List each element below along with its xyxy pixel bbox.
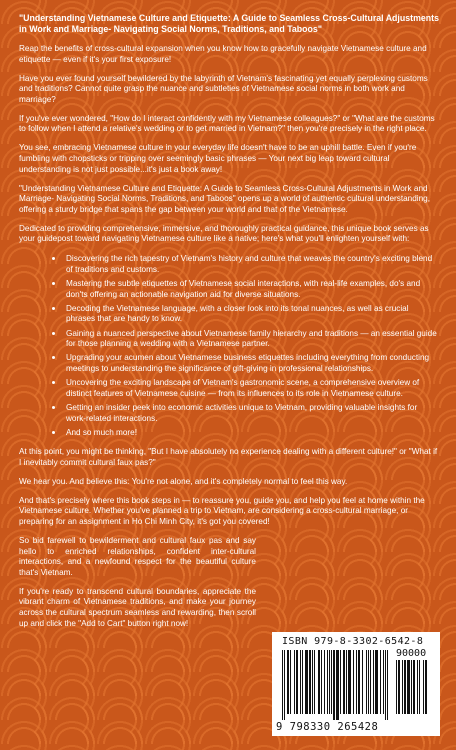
list-item: • Discovering the rich tapestry of Vietnam's history and culture that weaves the country's exciting blend of traditions and customs. <box>64 253 439 275</box>
wonder-paragraph: If you've ever wondered, "How do I interact confidently with my Vietnamese colleagues?" or "What are the customs to follow when I attend a relative's wedding or to get married in Vietnam?" then you're precisely in the right place. <box>19 113 435 134</box>
barcode-number: 9 798330 265428 <box>276 721 379 733</box>
doubt-paragraph: At this point, you might be thinking, "But I have absolutely no experience dealing with a different culture!" or "What if I inevitably commit cultural faux pas?" <box>19 447 438 467</box>
dedication-paragraph: Dedicated to providing comprehensive, immersive, and thoroughly practical guidance, this unique book serves as your guidepost toward navigating Vietnamese culture like a native; here's what you'll enlighten yourself with: <box>19 223 429 244</box>
list-item: • And so much more! <box>64 427 439 439</box>
ean-barcode-bars <box>282 650 392 720</box>
book-pitch-paragraph: "Understanding Vietnamese Culture and Etiquette: A Guide to Seamless Cross-Cultural Adjustments in Work and Marriage- Navigating Social Norms, Traditions, and Taboos" opens up a world of authentic cultural understanding, offering a sturdy bridge that spans the gap between your world and that of the Vietnamese. <box>19 183 430 214</box>
list-item: • Mastering the subtle etiquettes of Vietnamese social interactions, with real-life examples, do's and don'ts offering an actionable navigation aid for diverse situations. <box>64 278 439 300</box>
list-item: • Decoding the Vietnamese language, with a closer look into its tonal nuances, as well as crucial phrases that are handy to know. <box>64 303 439 325</box>
list-item: • Upgrading your acumen about Vietnamese business etiquettes including everything from conducting meetings to understanding the significance of gift-giving in professional relationships. <box>64 352 439 374</box>
addon-barcode-bars <box>396 660 432 720</box>
feature-list <box>19 253 439 438</box>
list-item: • Uncovering the exciting landscape of Vietnam's gastronomic scene, a comprehensive overview of distinct features of Vietnamese cuisine — from its influences to its role in Vietnamese culture. <box>64 377 439 399</box>
call-to-action-paragraph: If you're ready to transcend cultural boundaries, appreciate the vibrant charm of Vietnamese traditions, and make your journey across the cultural spectrum seamless and rewarding, then scroll up and click the "Add to Cart" button right now! <box>19 586 256 628</box>
book-steps-in-paragraph: And that's precisely where this book steps in — to reassure you, guide you, and help you feel at home within the Vietnamese culture. Whether you've planned a trip to Vietnam, are considering a cross-cultural marriage, or preparing for an assignment in Ho Chi Minh City, it's got you covered! <box>19 495 425 527</box>
question-paragraph: Have you ever found yourself bewildered by the labyrinth of Vietnam's fascinating yet equally perplexing customs and traditions? Cannot quite grasp the nuance and subtleties of Vietnamese social norms in both work and marriage? <box>19 73 428 104</box>
blurb <box>19 13 439 638</box>
list-item: • Getting an insider peek into economic activities unique to Vietnam, providing valuable insights for work-related interactions. <box>64 402 439 424</box>
list-item: • Gaining a nuanced perspective about Vietnamese family hierarchy and traditions — an essential guide for those planning a wedding with a Vietnamese partner. <box>64 328 439 350</box>
price-code: 90000 <box>396 648 427 659</box>
embrace-paragraph: You see, embracing Vietnamese culture in your everyday life doesn't have to be an uphill battle. Even if you're fumbling with chopsticks or tripping over seemingly basic phrases — Your next big leap toward cultural understanding is not just possible...it's just a book away! <box>19 143 417 174</box>
reassure-paragraph: We hear you. And believe this: You're not alone, and it's completely normal to feel this way. <box>19 476 348 486</box>
isbn-barcode <box>272 632 440 736</box>
isbn-text: ISBN 979-8-3302-6542-8 <box>282 636 424 647</box>
farewell-paragraph: So bid farewell to bewilderment and cultural faux pas and say hello to enriched relationships, confident inter-cultural interactions, and a newfound respect for the beautiful culture that's Vietnam. <box>19 536 256 577</box>
book-title: "Understanding Vietnamese Culture and Etiquette: A Guide to Seamless Cross-Cultural Adjustments in Work and Marriage- Navigating Social Norms, Traditions, and Taboos" <box>19 13 439 34</box>
intro-paragraph: Reap the benefits of cross-cultural expansion when you know how to gracefully navigate Vietnamese culture and etiquette — even if it's your first exposure! <box>19 44 427 64</box>
